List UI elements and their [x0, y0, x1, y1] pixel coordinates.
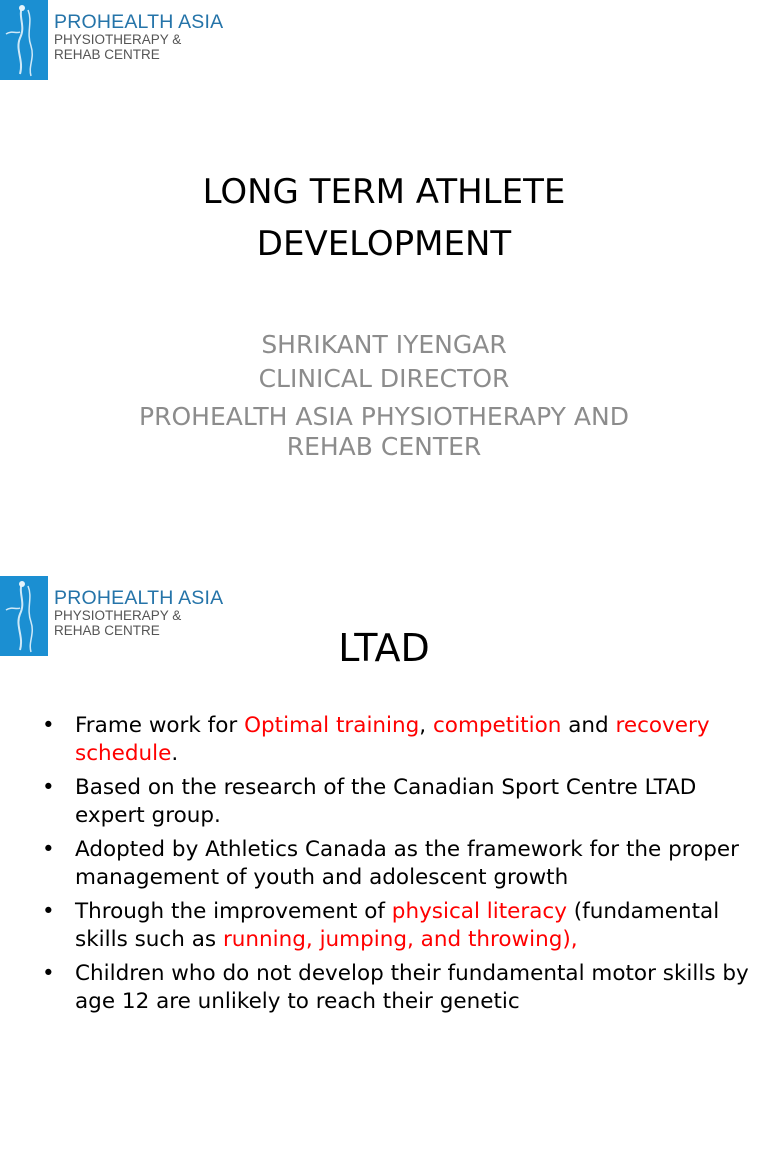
bullet-text: Children who do not develop their fundamental motor skills by age 12 are unlikely to reach their genetic — [75, 961, 749, 1014]
organization-line-1: PROHEALTH ASIA PHYSIOTHERAPY AND — [139, 402, 629, 431]
logo-subtitle-line-1: PHYSIOTHERAPY & — [54, 608, 182, 623]
bullet-item — [42, 898, 762, 953]
bullet-list — [42, 712, 762, 1022]
bullet-item — [42, 712, 762, 767]
bullet-text: , — [419, 713, 433, 738]
ltad-title: LTAD — [338, 626, 430, 670]
bullet-text: Frame work for — [75, 713, 245, 738]
title-line-1: LONG TERM ATHLETE — [202, 172, 566, 212]
bullet-item — [42, 960, 762, 1015]
slide-title — [0, 166, 768, 270]
title-line-2: DEVELOPMENT — [256, 224, 512, 264]
bullet-item — [42, 774, 762, 829]
bullet-text: (fundamental skills such as — [75, 899, 720, 952]
highlight-competition: competition — [432, 713, 562, 738]
spine-logo-icon — [0, 0, 48, 80]
logo — [0, 0, 223, 80]
bullet-item — [42, 836, 762, 891]
highlight-physical-literacy: physical literacy — [391, 899, 567, 924]
logo-subtitle-line-1: PHYSIOTHERAPY & — [54, 32, 182, 47]
highlight-optimal-training: Optimal training — [244, 713, 420, 738]
logo-subtitle-line-2: REHAB CENTRE — [54, 47, 160, 62]
logo-name: PROHEALTH ASIA — [54, 11, 224, 33]
bullet-text: . — [171, 740, 179, 766]
bullet-text: Based on the research of the Canadian Sport Centre LTAD expert group. — [75, 775, 697, 828]
logo-name: PROHEALTH ASIA — [54, 587, 224, 609]
organization-line-2: REHAB CENTER — [286, 432, 482, 461]
bullet-text: Through the improvement of — [75, 899, 392, 924]
presenter-name: SHRIKANT IYENGAR — [261, 330, 507, 359]
presenter-info — [0, 328, 768, 462]
highlight-recovery-schedule: recovery schedule — [75, 713, 710, 766]
logo-subtitle-line-2: REHAB CENTRE — [54, 623, 160, 638]
bullet-text: Adopted by Athletics Canada as the framework for the proper management of youth and adolescent growth — [75, 837, 739, 890]
bullet-text: and — [561, 713, 616, 738]
presenter-role: CLINICAL DIRECTOR — [258, 364, 510, 393]
highlight-fundamental-skills: running, jumping, and throwing), — [222, 926, 578, 952]
